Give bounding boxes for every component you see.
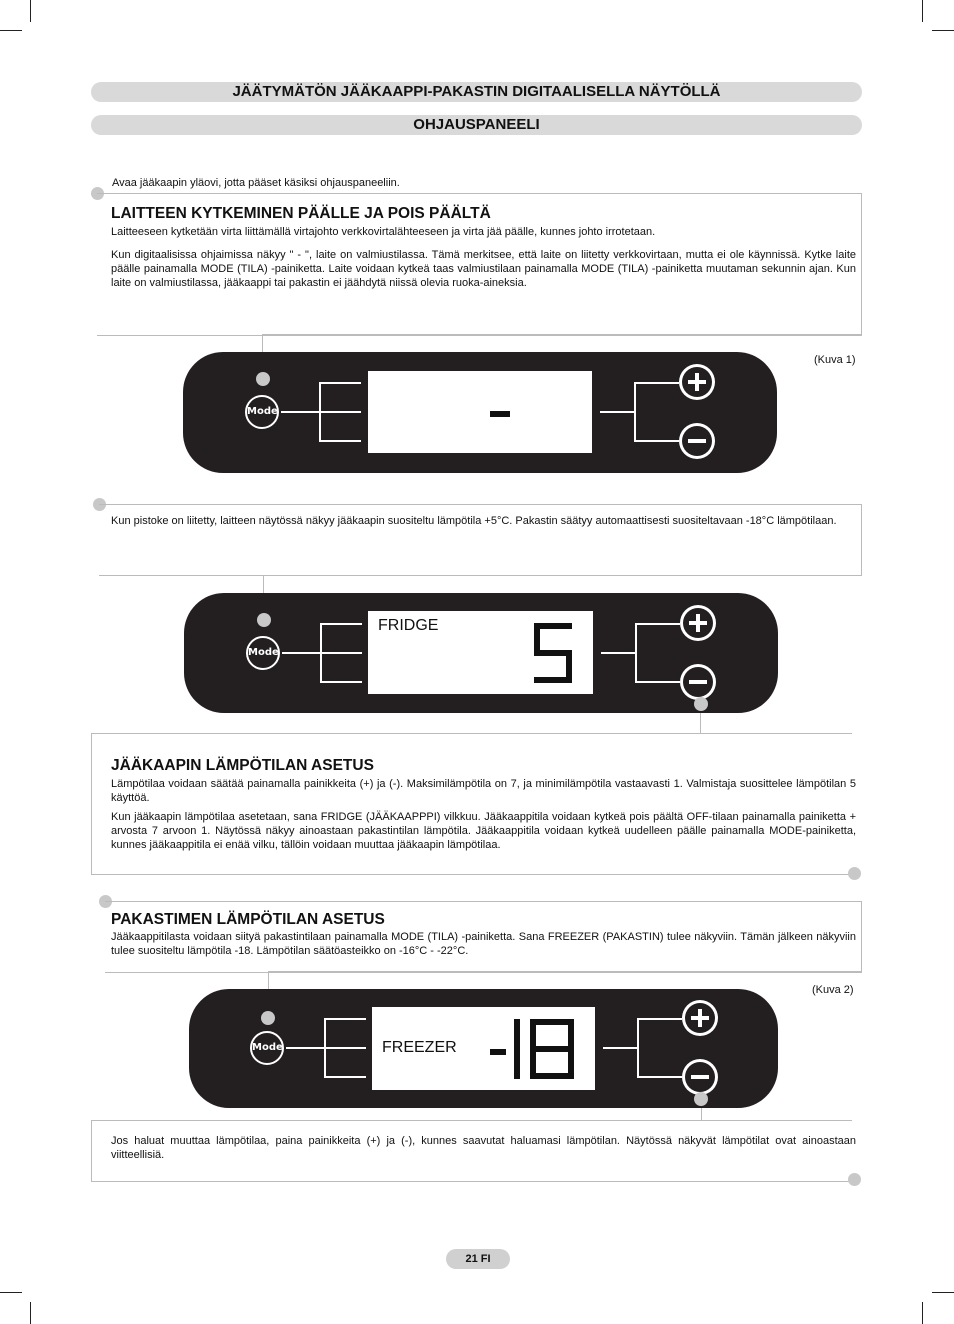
plus-icon [679, 364, 715, 400]
connector-line [320, 681, 362, 683]
crop-mark [932, 1292, 954, 1293]
freezer-label: FREEZER [382, 1039, 457, 1056]
lcd-display [368, 371, 592, 453]
crop-mark [922, 1302, 923, 1324]
connector-line [320, 623, 362, 625]
connector-line [286, 1047, 324, 1049]
intro-text: Avaa jääkaapin yläovi, jotta pääset käsiksi ohjauspaneeliin. [112, 177, 400, 189]
figure2-caption: (Kuva 2) [812, 984, 854, 996]
minus-button[interactable] [680, 664, 716, 700]
minus-icon [679, 423, 715, 459]
mode-button[interactable]: Mode [245, 395, 279, 429]
connector-line [637, 1076, 682, 1078]
connector-line [634, 382, 636, 442]
standby-dash [490, 411, 510, 417]
minus-button[interactable] [679, 423, 715, 459]
seven-segment-digit [528, 619, 578, 687]
crop-mark [0, 1292, 22, 1293]
control-panel-freezer [189, 989, 778, 1108]
connector-line [319, 440, 361, 442]
fridge-label: FRIDGE [378, 617, 439, 634]
callout-line [262, 334, 862, 335]
connector-line [282, 652, 320, 654]
figure1-caption: (Kuva 1) [814, 354, 856, 366]
section4-paragraph: Jos haluat muuttaa lämpötilaa, paina painikkeita (+) ja (-), kunnes saavutat haluamasi lämpötilan. Näytössä näkyvät lämpötilat ovat ainoastaan viitteellisiä. [111, 1135, 856, 1161]
crop-mark [922, 0, 923, 22]
callout-dot [257, 613, 271, 627]
connector-line [319, 382, 361, 384]
lcd-display [368, 611, 593, 694]
crop-mark [0, 30, 22, 31]
section2-heading: JÄÄKAAPIN LÄMPÖTILAN ASETUS [111, 757, 374, 774]
callout-dot [694, 1092, 708, 1106]
section3-paragraph: Jääkaappitilasta voidaan siityä pakastintilaan painamalla MODE (TILA) -painiketta. Sana FREEZER (PAKASTIN) tulee näkyviin. Tämän jälkeen näkyviin tulee suositeltu lämpötila -18. Lämpötilan säätöasteikko on -16°C - -22°C. [111, 931, 856, 957]
connector-line [324, 1076, 366, 1078]
section1-paragraph: Kun digitaalisissa ohjaimissa näkyy " - ", laite on valmiustilassa. Tämä merkitsee, että laite on liitetty verkkovirtaan, mutta ei ole käynnissä. Kytke laite päälle painamalla MODE (TILA) -painiketta. Laite voidaan kytkeä taas valmiustilaan painamalla MODE (TILA) -painiketta muutaman sekunnin ajan. Kun laite on valmiustilassa, jääkaappi tai pakastin ei jäähdytä niissä olevia ruoka-aineksia. [111, 249, 856, 289]
plus-button[interactable] [682, 1000, 718, 1036]
lcd-display [372, 1007, 595, 1090]
crop-mark [30, 1302, 31, 1324]
callout-dot [256, 372, 270, 386]
connector-line [635, 681, 680, 683]
connector-line [324, 1018, 366, 1020]
connector-line [635, 623, 680, 625]
connector-line [320, 652, 362, 654]
callout-line [91, 733, 701, 734]
section1-heading: LAITTEEN KYTKEMINEN PÄÄLLE JA POIS PÄÄLTÄ [111, 205, 491, 222]
connector-line [634, 382, 679, 384]
control-panel-1 [183, 352, 777, 473]
connector-line [281, 411, 319, 413]
plus-icon [682, 1000, 718, 1036]
crop-mark [932, 30, 954, 31]
connector-line [634, 440, 679, 442]
section2-paragraph: Kun jääkaapin lämpötilaa asetetaan, sana FRIDGE (JÄÄKAAPPPI) vilkkuu. Jääkaappitila voidaan kytkeä pois päältä OFF-tilaan painamalla painiketta + arvosta 7 arvoon 1. Näytössä näkyy ainoastaan pakastintilan lämpötila. Jääkaappitila voidaan kytkeä uudelleen päälle painamalla MODE-painiketta, kunnes jääkaappitila ei enää vilku, tällöin voidaan muuttaa jääkaapin lämpötilaa. [111, 811, 856, 851]
mode-button[interactable]: Mode [250, 1031, 284, 1065]
connector-line [324, 1047, 366, 1049]
callout-line [268, 971, 862, 972]
seven-segment-display [490, 1017, 590, 1081]
callout-dot [261, 1011, 275, 1025]
page-title: JÄÄTYMÄTÖN JÄÄKAAPPI-PAKASTIN DIGITAALISELLA NÄYTÖLLÄ [91, 82, 862, 102]
control-panel-fridge [184, 593, 778, 713]
plus-button[interactable] [679, 364, 715, 400]
section3-heading: PAKASTIMEN LÄMPÖTILAN ASETUS [111, 911, 385, 928]
plus-button[interactable] [680, 605, 716, 641]
connector-line [637, 1018, 639, 1078]
crop-mark [30, 0, 31, 22]
bullet-dot [848, 867, 861, 880]
connector-line [603, 1047, 637, 1049]
connector-line [637, 1018, 682, 1020]
page-subtitle: OHJAUSPANEELI [91, 115, 862, 135]
page-number: 21 FI [446, 1249, 510, 1269]
bullet-dot [848, 1173, 861, 1186]
plus-icon [680, 605, 716, 641]
connector-line [319, 411, 361, 413]
connector-line [600, 411, 634, 413]
minus-icon [682, 1059, 718, 1095]
callout-dot [694, 697, 708, 711]
connector-line [635, 623, 637, 683]
section2-paragraph: Lämpötilaa voidaan säätää painamalla painikkeita (+) ja (-). Maksimilämpötila on 7, ja minimilämpötila vastaavasti 1. Valmistaja suosittelee lämpötilan 5 käyttöä. [111, 778, 856, 804]
minus-button[interactable] [682, 1059, 718, 1095]
connector-line [601, 652, 635, 654]
section1-paragraph: Laitteeseen kytketään virta liittämällä virtajohto verkkovirtalähteeseen ja virta jää päälle, kunnes johto irrotetaan. [111, 226, 656, 238]
minus-icon [680, 664, 716, 700]
callout-line [263, 575, 862, 576]
mode-button[interactable]: Mode [246, 636, 280, 670]
plug-paragraph: Kun pistoke on liitetty, laitteen näytössä näkyy jääkaapin suositeltu lämpötila +5°C. Pakastin säätyy automaattisesti suositeltavaan -18°C lämpötilaan. [111, 515, 837, 527]
callout-line [700, 713, 701, 734]
